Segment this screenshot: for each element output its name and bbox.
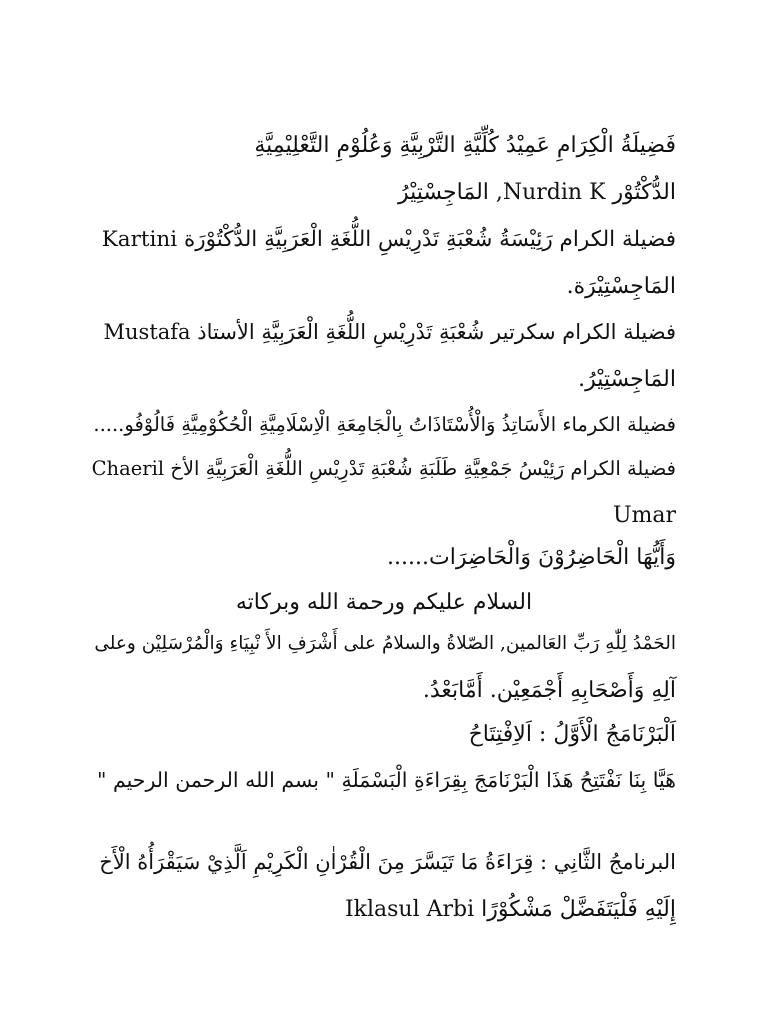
addressee-dean-line: فَضِيلَةُ الْكِرَامِ عَمِيْدُ كُلِّيَّةِ التَّرْبِيَّةِ وَعُلُوْمِ التَّعْلِيْمِيَّةِ <box>254 133 676 158</box>
addressee-student-association-line: فضيلة الكرام رَئِيْسُ جَمْعِيَّةِ طَلَبَةِ شُعْبَةِ تَدْرِيْسِ اللُّغَةِ الْعَرَبِيَّةِ الأخ Chaeril <box>91 457 676 480</box>
second-program-line: البرنامجُ الثَّانِي : قِرَاءَةُ مَا تَيَسَّرَ مِنَ الْقُرْاٰنِ الْكَرِيْمِ اَلَّذِيْ سَيَقْرَأُهُ الْأَخ <box>99 850 676 874</box>
addressee-student-name-line: Umar <box>612 503 676 528</box>
basmala-invitation-line: هَيَّا بِنَا نَفْتَتِحُ هَذَا الْبَرْنَامَجَ بِقِرَاءَةِ الْبَسْمَلَةِ " بسم الله الرحمن الرحيم " <box>97 768 676 792</box>
addressee-lecturers-line: فضيلة الكرماء الأَسَاتِذُ وَالْأُسْتَاذَاتُ بِالْجَامِعَةِ الْاِسْلَامِيَّةِ الْحُكُوْمِيَّةِ فَالُوْفُو..... <box>93 413 676 436</box>
hamdalah-continuation-line: آلِهِ وَأَصْحَابِهِ أَجْمَعِيْن. أَمَّابَعْدُ. <box>422 678 676 703</box>
salam-line: السلام عليكم ورحمة الله وبركاته <box>235 590 533 615</box>
addressee-secretary-line: فضيلة الكرام سكرتير شُعْبَةِ تَدْرِيْسِ اللُّغَةِ الْعَرَبِيَّةِ الأستاذ Mustafa <box>103 320 676 344</box>
first-program-heading: اَلْبَرْنَامَجُ الْأَوَّلُ : اَلاِفْتِتَاحُ <box>468 722 676 747</box>
audience-greeting-line: وَأَيُّهَا الْحَاضِرُوْنَ وَالْحَاضِرَات...... <box>387 545 676 570</box>
addressee-department-head-title-line: المَاجِسْتِيْرَة. <box>566 274 676 299</box>
addressee-dean-name-line: الدُّكْتُوْر Nurdin K, المَاجِسْتِيْرُ <box>398 180 676 205</box>
hamdalah-line: الحَمْدُ لِلّٰهِ رَبِّ العَالمين, الصّلاةُ والسلامُ على أَشْرَفِ الأَ نْبِيَاءِ وَالْمُرْسَلِيْن وعلى <box>94 633 676 654</box>
second-program-reader-line: إِلَيْهِ فَلْيَتَفَضَّلْ مَشْكُوْرًا Iklasul Arbi <box>344 897 676 922</box>
addressee-department-head-line: فضيلة الكرام رَئِيْسَةُ شُعْبَةِ تَدْرِيْسِ اللُّغَةِ الْعَرَبِيَّةِ الدُّكْتُوْرَة Kartini <box>101 227 676 252</box>
addressee-secretary-title-line: المَاجِسْتِيْرُ. <box>578 367 676 392</box>
